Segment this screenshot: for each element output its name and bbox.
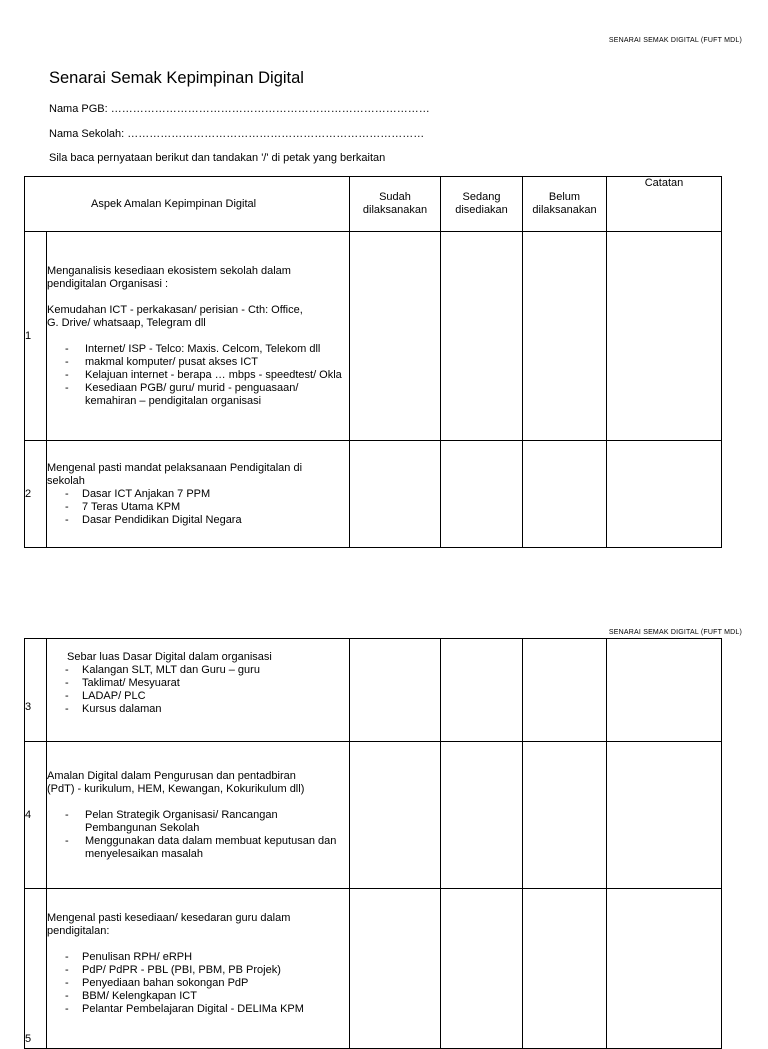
table-header-row: [25, 177, 722, 232]
table-row: [25, 441, 722, 548]
col-header-sudah: Sudah dilaksanakan: [350, 177, 441, 232]
catatan-cell[interactable]: [607, 441, 722, 548]
catatan-cell[interactable]: [607, 232, 722, 441]
row-description: Menganalisis kesediaan ekosistem sekolah dalam pendigitalan Organisasi : Kemudahan ICT - perkakasan/ perisian - Cth: Office, G. Drive/ whatsaap, Telegram dll - Internet/ ISP - Telco: Maxis. Celcom, Telekom dll - makmal komputer/ pusat akses ICT - Kelajuan internet - berapa … mbps - speedtest/ Okla - Kesediaan PGB/ guru/ murid - penguasaan/ kemahiran – pendigitalan organisasi: [47, 232, 350, 441]
list-item: - Dasar Pendidikan Digital Negara: [47, 514, 349, 527]
list-item: - Internet/ ISP - Telco: Maxis. Celcom, Telekom dll: [47, 343, 349, 356]
checkbox-cell-sedang[interactable]: [441, 232, 523, 441]
col-header-sedang: Sedang disediakan: [441, 177, 523, 232]
list-item: - Pelantar Pembelajaran Digital - DELIMa KPM: [47, 1003, 349, 1016]
checkbox-cell-belum[interactable]: [523, 889, 607, 1049]
list-item: - 7 Teras Utama KPM: [47, 501, 349, 514]
list-item: - Kesediaan PGB/ guru/ murid - penguasaan/ kemahiran – pendigitalan organisasi: [47, 382, 349, 408]
checklist-table-page-1: [24, 176, 722, 548]
checklist-table-page-2: [24, 638, 722, 1049]
list-item: - makmal komputer/ pusat akses ICT: [47, 356, 349, 369]
row-number: 2: [25, 441, 47, 548]
checkbox-cell-belum[interactable]: [523, 441, 607, 548]
checkbox-cell-sudah[interactable]: [350, 889, 441, 1049]
table-row: [25, 639, 722, 742]
list-item: - PdP/ PdPR - PBL (PBI, PBM, PB Projek): [47, 964, 349, 977]
col-header-catatan: Catatan: [607, 177, 722, 232]
catatan-cell[interactable]: [607, 639, 722, 742]
checkbox-cell-belum[interactable]: [523, 742, 607, 889]
checkbox-cell-sudah[interactable]: [350, 742, 441, 889]
instruction-text: Sila baca pernyataan berikut dan tandakan '/' di petak yang berkaitan: [49, 152, 386, 164]
checkbox-cell-sudah[interactable]: [350, 232, 441, 441]
list-item: - Kelajuan internet - berapa … mbps - speedtest/ Okla: [47, 369, 349, 382]
list-item: - Taklimat/ Mesyuarat: [47, 677, 349, 690]
list-item: - LADAP/ PLC: [47, 690, 349, 703]
row-description: Mengenal pasti kesediaan/ kesedaran guru dalam pendigitalan: - Penulisan RPH/ eRPH - PdP/ PdPR - PBL (PBI, PBM, PB Projek) - Penyediaan bahan sokongan PdP - BBM/ Kelengkapan ICT - Pelantar Pembelajaran Digital - DELIMa KPM: [47, 889, 350, 1049]
table-row: [25, 889, 722, 1049]
row-description: Amalan Digital dalam Pengurusan dan pentadbiran (PdT) - kurikulum, HEM, Kewangan, Kokurikulum dll) - Pelan Strategik Organisasi/ Rancangan Pembangunan Sekolah - Menggunakan data dalam membuat keputusan dan menyelesaikan masalah: [47, 742, 350, 889]
checkbox-cell-sedang[interactable]: [441, 639, 523, 742]
running-head: SENARAI SEMAK DIGITAL (FUFT MDL): [608, 37, 742, 44]
checkbox-cell-sudah[interactable]: [350, 639, 441, 742]
list-item: - Pelan Strategik Organisasi/ Rancangan Pembangunan Sekolah: [47, 809, 349, 835]
running-head-page-2: SENARAI SEMAK DIGITAL (FUFT MDL): [608, 629, 742, 636]
list-item: - Penyediaan bahan sokongan PdP: [47, 977, 349, 990]
row-number: 5: [25, 889, 47, 1049]
checkbox-cell-sudah[interactable]: [350, 441, 441, 548]
row-description: Mengenal pasti mandat pelaksanaan Pendigitalan di sekolah - Dasar ICT Anjakan 7 PPM - 7 Teras Utama KPM - Dasar Pendidikan Digital Negara: [47, 441, 350, 548]
row-number: 4: [25, 742, 47, 889]
catatan-cell[interactable]: [607, 889, 722, 1049]
checkbox-cell-sedang[interactable]: [441, 441, 523, 548]
nama-pgb-line: Nama PGB: ……………………………………………………………………………: [49, 103, 430, 115]
checkbox-cell-belum[interactable]: [523, 639, 607, 742]
row-number: 1: [25, 232, 47, 441]
checkbox-cell-sedang[interactable]: [441, 889, 523, 1049]
list-item: - Dasar ICT Anjakan 7 PPM: [47, 488, 349, 501]
list-item: - BBM/ Kelengkapan ICT: [47, 990, 349, 1003]
row-number: 3: [25, 639, 47, 742]
list-item: - Kalangan SLT, MLT dan Guru – guru: [47, 664, 349, 677]
checkbox-cell-sedang[interactable]: [441, 742, 523, 889]
nama-sekolah-line: Nama Sekolah: ………………………………………………………………………: [49, 128, 425, 140]
checkbox-cell-belum[interactable]: [523, 232, 607, 441]
list-item: - Penulisan RPH/ eRPH: [47, 951, 349, 964]
list-item: - Kursus dalaman: [47, 703, 349, 716]
table-row: [25, 742, 722, 889]
row-description: Sebar luas Dasar Digital dalam organisasi - Kalangan SLT, MLT dan Guru – guru - Taklimat/ Mesyuarat - LADAP/ PLC - Kursus dalaman: [47, 639, 350, 742]
table-row: [25, 232, 722, 441]
col-header-aspek: Aspek Amalan Kepimpinan Digital: [25, 177, 350, 232]
catatan-cell[interactable]: [607, 742, 722, 889]
list-item: - Menggunakan data dalam membuat keputusan dan menyelesaikan masalah: [47, 835, 349, 861]
col-header-belum: Belum dilaksanakan: [523, 177, 607, 232]
page-title: Senarai Semak Kepimpinan Digital: [49, 69, 304, 87]
